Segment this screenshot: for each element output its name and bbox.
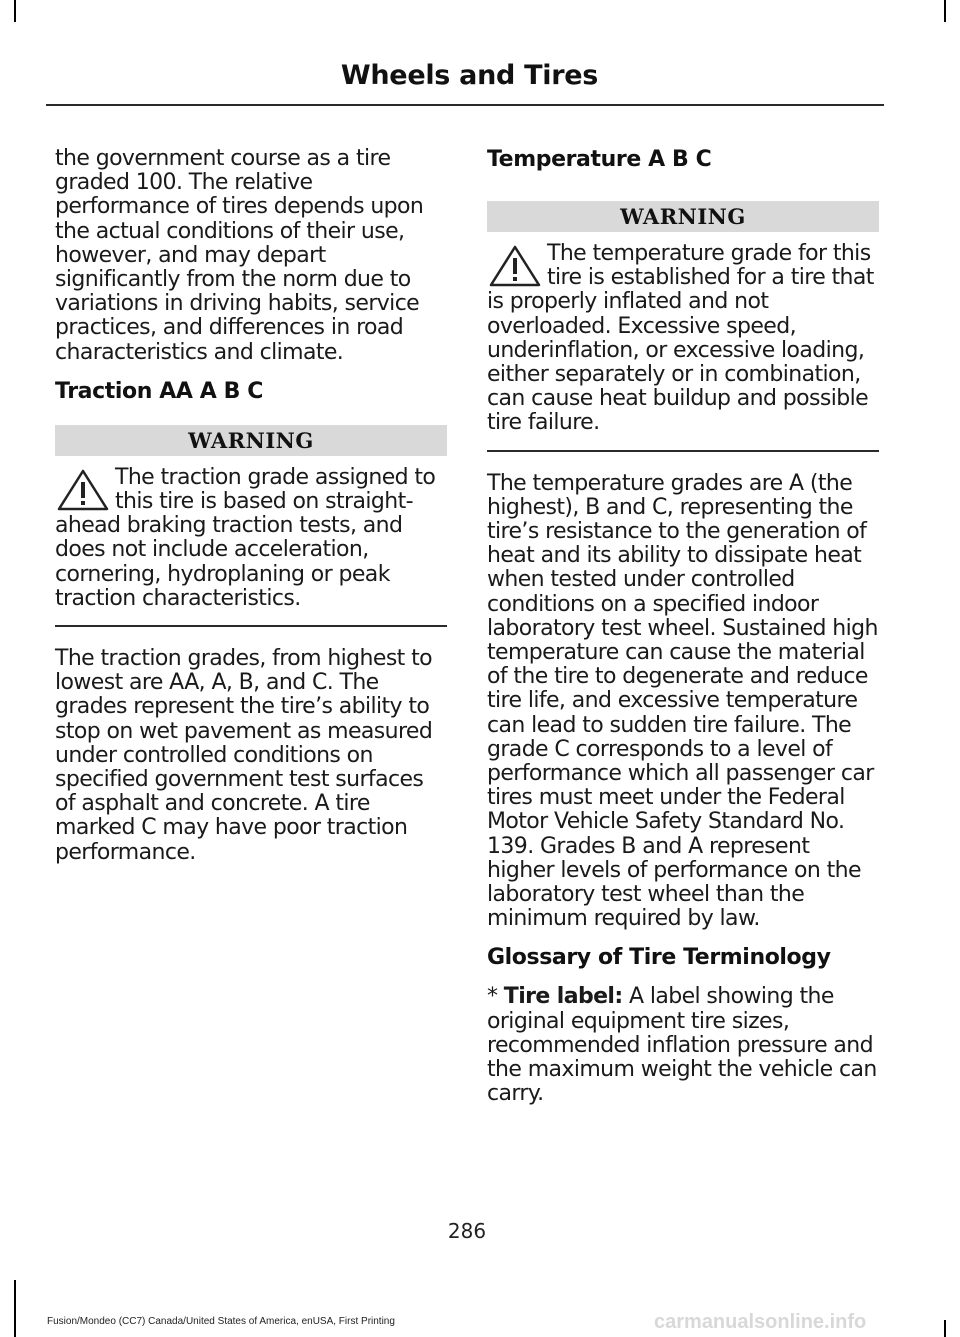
temperature-paragraph: The temperature grades are A (the highest), B and C, representing the tire’s resistance to the generation of heat and its ability to dissipate heat when tested under controlled conditions on a specified indoor laboratory test wheel. Sustained high temperature can cause the material of the tire to degenerate and reduce tire life, and excessive temperature can lead to sudden tire failure. The grade C corresponds to a level of performance which all passenger car tires must meet under the Federal Motor Vehicle Safety Standard No. 139. Grades B and A represent higher levels of performance on the laboratory test wheel than the minimum required by law. [487,470,878,932]
warning-triangle-icon [55,468,111,512]
glossary-heading: Glossary of Tire Terminology [487,945,831,971]
temperature-heading: Temperature A B C [487,147,712,172]
glossary-entry [487,985,879,1106]
crop-mark [14,1280,16,1337]
right-column [487,147,879,1121]
warning-triangle-icon [487,244,543,288]
warning-box [55,466,447,627]
warning-text: The temperature grade for this tire is established for a tire that is properly inflated and not overloaded. Excessive speed, underinflation, or excessive loading, either separately or in combination, can cause heat buildup and possible tire failure. [487,241,874,436]
intro-paragraph: the government course as a tire graded 100. The relative performance of tires depends upon the actual conditions of their use, however, and may depart significantly from the norm due to variations in driving habits, service practices, and differences in road characteristics and climate. [55,146,424,365]
edition-info: Fusion/Mondeo (CC7) Canada/United States of America, enUSA, First Printing [47,1316,395,1327]
glossary-bullet: * [487,984,504,1010]
warning-banner: WARNING [55,425,447,456]
warning-box [487,242,879,452]
page-number: 286 [447,1219,487,1243]
watermark: carmanualsonline.info [654,1311,867,1333]
glossary-term: Tire label: [503,984,623,1010]
crop-mark [944,1320,946,1337]
warning-text: The traction grade assigned to this tire is based on straight-ahead braking traction tests, and does not include acceleration, cornering, hydroplaning or peak traction characteristics. [55,464,436,611]
traction-heading: Traction AA A B C [55,378,263,404]
glossary-definition: A label showing the original equipment tire sizes, recommended inflation pressure and the maximum weight the vehicle can carry. [487,984,877,1107]
header-divider [46,104,884,106]
left-column [55,147,447,879]
page-title: Wheels and Tires [340,60,598,91]
warning-banner: WARNING [487,201,879,232]
crop-mark [944,0,946,22]
crop-mark [14,0,16,22]
traction-paragraph: The traction grades, from highest to lowest are AA, A, B, and C. The grades represent the tire’s ability to stop on wet pavement as measured under controlled conditions on specified government test surfaces of asphalt and concrete. A tire marked C may have poor traction performance. [55,646,433,865]
